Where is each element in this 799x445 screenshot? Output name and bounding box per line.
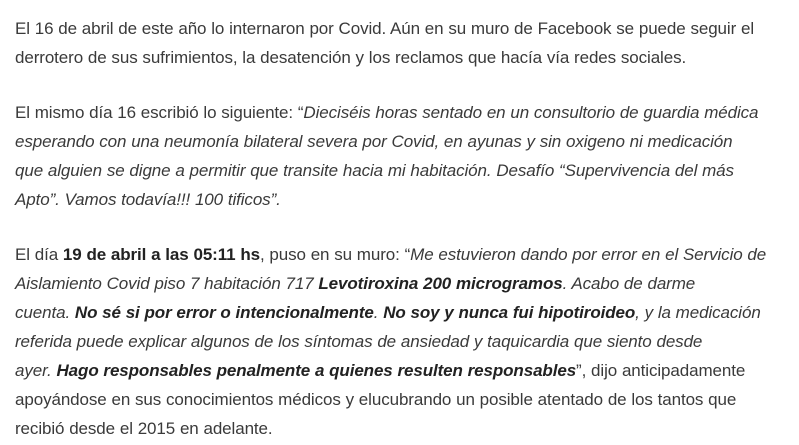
text-line (15, 98, 790, 127)
quote-text: Aislamiento Covid piso 7 habitación 717 (15, 274, 319, 293)
text-line (15, 240, 793, 269)
quote-text: . Acabo de darme (562, 274, 696, 293)
text-run: El día (15, 245, 63, 264)
text-line: recibió desde el 2015 en adelante. (15, 419, 273, 438)
text-line (15, 269, 793, 298)
date-emphasis: 19 de abril a las 05:11 hs (62, 245, 260, 264)
paragraph-intro (15, 14, 790, 72)
quote-text: Apto”. Vamos todavía!!! 100 tificos”. (15, 190, 281, 209)
quote-text: , y la medicación (635, 303, 761, 322)
text-line: El 16 de abril de este año lo internaron por Covid. Aún en su muro de Facebook se puede seguir el (15, 19, 754, 38)
text-line: apoyándose en sus conocimientos médicos y elucubrando un posible atentado de los tantos que (15, 390, 737, 409)
quote-lead: El mismo día 16 escribió lo siguiente: “ (15, 103, 304, 122)
quote-text: Me estuvieron dando por error en el Servicio de (410, 245, 767, 264)
bold-quote: No soy y nunca fui hipotiroideo (383, 303, 636, 322)
quote-text: ayer. (15, 361, 57, 380)
paragraph-quote-16 (15, 98, 790, 214)
text-line: derrotero de sus sufrimientos, la desatención y los reclamos que hacía vía redes sociales. (15, 48, 687, 67)
quote-text: referida puede explicar algunos de los síntomas de ansiedad y taquicardia que siento desde (15, 332, 703, 351)
quote-text: . (373, 303, 384, 322)
paragraph-quote-19 (15, 240, 793, 443)
bold-quote: Levotiroxina 200 microgramos (318, 274, 563, 293)
text-run: ”, dijo anticipadamente (576, 361, 746, 380)
bold-quote: No sé si por error o intencionalmente (74, 303, 374, 322)
bold-quote: Hago responsables penalmente a quienes resulten responsables (56, 361, 577, 380)
quote-text: cuenta. (15, 303, 75, 322)
text-line (15, 298, 793, 327)
quote-text: que alguien se digne a permitir que transite hacia mi habitación. Desafío “Supervivencia del más (15, 161, 734, 180)
quote-text: Dieciséis horas sentado en un consultorio de guardia médica (303, 103, 759, 122)
text-line (15, 356, 793, 385)
text-run: , puso en su muro: “ (259, 245, 411, 264)
quote-text: esperando con una neumonía bilateral severa por Covid, en ayunas y sin oxigeno ni medicación (15, 132, 733, 151)
